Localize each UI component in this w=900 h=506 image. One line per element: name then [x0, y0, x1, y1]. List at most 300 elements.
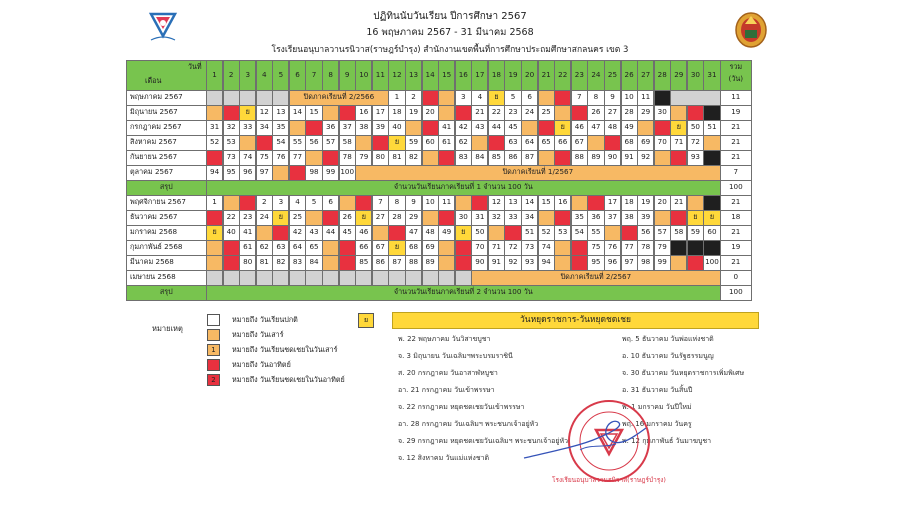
closed-day-cell: [239, 270, 256, 286]
holiday-entry: พฤ. 5 ธันวาคม วันพ่อแห่งชาติ: [622, 335, 714, 343]
day-cell: 4: [289, 195, 306, 211]
day-cell: 34: [256, 120, 273, 136]
legend-label: หมายถึง วันอาทิตย์: [232, 360, 291, 369]
closed-day-cell: [388, 270, 405, 286]
saturday-cell: [637, 120, 654, 136]
day-cell: 92: [504, 255, 521, 271]
legend-label: หมายถึง วันเรียนปกติ: [232, 315, 298, 324]
sunday-cell: [339, 240, 356, 256]
day-cell: 71: [488, 240, 505, 256]
day-cell: 20: [422, 105, 439, 121]
day-cell: 40: [223, 225, 240, 241]
day-cell: 34: [521, 210, 538, 226]
day-cell: 82: [272, 255, 289, 271]
day-cell: 1: [388, 90, 405, 106]
day-cell: 20: [654, 195, 671, 211]
legend-label: หมายถึง วันเรียนชดเชยในวันเสาร์: [232, 345, 338, 354]
sunday-cell: [571, 240, 588, 256]
day-cell: 9: [604, 90, 621, 106]
day-cell: 95: [223, 165, 240, 181]
day-cell: 50: [471, 225, 488, 241]
day-cell: 44: [488, 120, 505, 136]
legend-label: หมายถึง วันเรียนชดเชยในวันอาทิตย์: [232, 375, 345, 384]
saturday-cell: [239, 135, 256, 151]
closed-day-cell: [355, 270, 372, 286]
sunday-cell: [372, 135, 389, 151]
nonexistent-day-cell: [654, 90, 671, 106]
day-cell: 66: [355, 240, 372, 256]
month-label: เมษายน 2568: [126, 270, 207, 286]
day-header-11: 11: [372, 60, 389, 91]
sunday-cell: [272, 225, 289, 241]
day-header-1: 1: [206, 60, 223, 91]
day-cell: ย: [455, 225, 472, 241]
day-cell: 22: [488, 105, 505, 121]
holiday-entry: พ. 22 พฤษภาคม วันวิสาขบูชา: [398, 335, 491, 343]
day-header-26: 26: [621, 60, 638, 91]
day-cell: 80: [239, 255, 256, 271]
day-header-31: 31: [703, 60, 720, 91]
day-cell: 21: [670, 195, 687, 211]
day-cell: 25: [289, 210, 306, 226]
day-cell: 79: [355, 150, 372, 166]
sunday-cell: [206, 210, 223, 226]
day-cell: 16: [355, 105, 372, 121]
day-cell: ย: [687, 210, 704, 226]
day-cell: 52: [206, 135, 223, 151]
day-header-30: 30: [687, 60, 704, 91]
holiday-entry: จ. 12 สิงหาคม วันแม่แห่งชาติ: [398, 454, 490, 462]
day-cell: 82: [405, 150, 422, 166]
day-cell: 43: [305, 225, 322, 241]
day-cell: 26: [339, 210, 356, 226]
day-cell: 86: [372, 255, 389, 271]
day-cell: 61: [239, 240, 256, 256]
saturday-cell: [322, 240, 339, 256]
sunday-cell: [554, 210, 571, 226]
sunday-cell: [256, 135, 273, 151]
day-cell: 52: [538, 225, 555, 241]
day-cell: 3: [272, 195, 289, 211]
holiday-entry: ส. 20 กรกฎาคม วันอาสาฬหบูชา: [398, 369, 498, 377]
day-cell: 90: [604, 150, 621, 166]
day-cell: 76: [272, 150, 289, 166]
day-header-15: 15: [438, 60, 455, 91]
day-cell: 5: [305, 195, 322, 211]
day-cell: 67: [571, 135, 588, 151]
closed-day-cell: [272, 270, 289, 286]
sunday-cell: [471, 195, 488, 211]
title-line-2: 16 พฤษภาคม 2567 - 31 มีนาคม 2568: [366, 27, 534, 38]
sunday-cell: [438, 150, 455, 166]
day-cell: 55: [587, 225, 604, 241]
day-header-27: 27: [637, 60, 654, 91]
day-cell: 3: [455, 90, 472, 106]
day-cell: 7: [571, 90, 588, 106]
saturday-cell: [703, 135, 720, 151]
closed-day-cell: [239, 90, 256, 106]
day-cell: 41: [438, 120, 455, 136]
month-total: 19: [720, 105, 752, 121]
day-cell: 40: [388, 120, 405, 136]
day-cell: 71: [670, 135, 687, 151]
month-label: พฤษภาคม 2567: [126, 90, 207, 106]
day-cell: 17: [372, 105, 389, 121]
day-cell: 9: [405, 195, 422, 211]
day-cell: 36: [587, 210, 604, 226]
holiday-entry: จ. 29 กรกฎาคม หยุดชดเชยวันเฉลิมฯ พระชนกเจ้าอยู่หัว: [398, 437, 568, 445]
closed-term-note: ปิดภาคเรียนที่ 2/2567: [471, 270, 720, 286]
saturday-cell: [554, 105, 571, 121]
month-label: พฤศจิกายน 2567: [126, 195, 207, 211]
left-logo: [148, 10, 178, 46]
closed-day-cell: [339, 270, 356, 286]
day-cell: 19: [405, 105, 422, 121]
day-header-8: 8: [322, 60, 339, 91]
day-cell: 80: [372, 150, 389, 166]
day-cell: 78: [637, 240, 654, 256]
summary-text: จำนวนวันเรียนภาคเรียนที่ 1 จำนวน 100 วัน: [206, 180, 721, 196]
saturday-cell: [654, 210, 671, 226]
month-label: มีนาคม 2568: [126, 255, 207, 271]
day-cell: 12: [256, 105, 273, 121]
sunday-cell: [223, 255, 240, 271]
day-header-5: 5: [272, 60, 289, 91]
saturday-cell: [571, 195, 588, 211]
saturday-cell: [422, 210, 439, 226]
nonexistent-day-cell: [703, 195, 720, 211]
month-total: 18: [720, 210, 752, 226]
closed-day-cell: [422, 270, 439, 286]
day-cell: 51: [703, 120, 720, 136]
day-cell: 33: [504, 210, 521, 226]
day-cell: 97: [256, 165, 273, 181]
closed-day-cell: [206, 270, 223, 286]
legend-swatch: 1: [207, 344, 220, 356]
sunday-cell: [587, 195, 604, 211]
day-cell: 26: [587, 105, 604, 121]
sunday-cell: [571, 255, 588, 271]
day-cell: 17: [604, 195, 621, 211]
day-cell: 86: [504, 150, 521, 166]
day-cell: 30: [455, 210, 472, 226]
saturday-cell: [521, 120, 538, 136]
closed-day-cell: [289, 270, 306, 286]
day-cell: 66: [554, 135, 571, 151]
day-cell: 89: [422, 255, 439, 271]
day-cell: 96: [239, 165, 256, 181]
day-cell: 2: [256, 195, 273, 211]
sunday-cell: [355, 195, 372, 211]
day-cell: 30: [654, 105, 671, 121]
day-header-18: 18: [488, 60, 505, 91]
day-cell: 60: [422, 135, 439, 151]
day-cell: 81: [256, 255, 273, 271]
month-label: กุมภาพันธ์ 2568: [126, 240, 207, 256]
sunday-cell: [554, 90, 571, 106]
day-cell: 4: [471, 90, 488, 106]
day-cell: 59: [687, 225, 704, 241]
day-cell: 60: [703, 225, 720, 241]
day-cell: 89: [587, 150, 604, 166]
sunday-cell: [388, 225, 405, 241]
day-cell: 83: [455, 150, 472, 166]
day-cell: 27: [372, 210, 389, 226]
nonexistent-day-cell: [687, 240, 704, 256]
month-total: 0: [720, 270, 752, 286]
day-cell: 84: [471, 150, 488, 166]
summary-label: สรุป: [126, 285, 207, 301]
day-cell: ย: [355, 210, 372, 226]
day-cell: 96: [604, 255, 621, 271]
day-header-23: 23: [571, 60, 588, 91]
saturday-cell: [223, 195, 240, 211]
day-cell: 73: [521, 240, 538, 256]
sunday-cell: [223, 105, 240, 121]
day-cell: 75: [587, 240, 604, 256]
day-header-19: 19: [504, 60, 521, 91]
holiday-entry: พ. 1 มกราคม วันปีใหม่: [622, 403, 692, 411]
saturday-cell: [322, 255, 339, 271]
day-cell: 8: [587, 90, 604, 106]
day-header-25: 25: [604, 60, 621, 91]
day-cell: 85: [488, 150, 505, 166]
day-cell: 61: [438, 135, 455, 151]
month-label: มิถุนายน 2567: [126, 105, 207, 121]
day-cell: 31: [471, 210, 488, 226]
title-line-1: ปฏิทินนับวันเรียน ปีการศึกษา 2567: [373, 11, 527, 22]
saturday-cell: [438, 105, 455, 121]
day-cell: 48: [604, 120, 621, 136]
day-cell: 32: [223, 120, 240, 136]
day-header-10: 10: [355, 60, 372, 91]
legend-swatch: [207, 359, 220, 371]
day-cell: 23: [504, 105, 521, 121]
day-cell: 50: [687, 120, 704, 136]
month-label: ตุลาคม 2567: [126, 165, 207, 181]
header-total-unit: (วัน): [728, 74, 744, 83]
day-cell: 15: [305, 105, 322, 121]
day-cell: 39: [637, 210, 654, 226]
saturday-cell: [272, 165, 289, 181]
day-cell: 27: [604, 105, 621, 121]
sunday-cell: [455, 255, 472, 271]
day-cell: ย: [388, 240, 405, 256]
day-cell: 49: [621, 120, 638, 136]
day-cell: ย: [206, 225, 223, 241]
day-cell: 41: [239, 225, 256, 241]
closed-day-cell: [372, 270, 389, 286]
sunday-cell: [422, 120, 439, 136]
saturday-cell: [670, 255, 687, 271]
day-header-28: 28: [654, 60, 671, 91]
closed-day-cell: [455, 270, 472, 286]
day-cell: 98: [305, 165, 322, 181]
sunday-cell: [670, 210, 687, 226]
day-cell: 77: [289, 150, 306, 166]
header-total-label: รวม: [729, 62, 743, 71]
day-cell: 85: [355, 255, 372, 271]
saturday-cell: [405, 120, 422, 136]
sunday-cell: [554, 150, 571, 166]
saturday-cell: [538, 210, 555, 226]
day-cell: 87: [388, 255, 405, 271]
day-cell: 58: [670, 225, 687, 241]
day-cell: 18: [621, 195, 638, 211]
sunday-cell: [455, 105, 472, 121]
day-cell: 24: [256, 210, 273, 226]
day-cell: 55: [289, 135, 306, 151]
saturday-cell: [554, 240, 571, 256]
day-cell: 36: [322, 120, 339, 136]
day-cell: 69: [422, 240, 439, 256]
day-cell: 95: [587, 255, 604, 271]
day-cell: 62: [455, 135, 472, 151]
day-cell: 68: [621, 135, 638, 151]
day-cell: 84: [305, 255, 322, 271]
day-header-9: 9: [339, 60, 356, 91]
month-total: 21: [720, 195, 752, 211]
day-cell: 45: [504, 120, 521, 136]
saturday-cell: [538, 90, 555, 106]
closed-day-cell: [305, 270, 322, 286]
day-cell: 57: [322, 135, 339, 151]
saturday-cell: [604, 225, 621, 241]
holiday-entry: อ. 31 ธันวาคม วันสิ้นปี: [622, 386, 693, 394]
day-cell: 37: [604, 210, 621, 226]
closed-term-note: ปิดภาคเรียนที่ 2/2566: [289, 90, 389, 106]
saturday-cell: [256, 225, 273, 241]
holiday-entry: พฤ. 16 มกราคม วันครู: [622, 420, 692, 428]
day-cell: 5: [504, 90, 521, 106]
month-label: กรกฎาคม 2567: [126, 120, 207, 136]
sunday-cell: [422, 90, 439, 106]
signature-icon: [520, 418, 650, 463]
day-cell: 53: [554, 225, 571, 241]
day-cell: 32: [488, 210, 505, 226]
day-cell: ย: [554, 120, 571, 136]
day-cell: 93: [521, 255, 538, 271]
day-cell: 35: [571, 210, 588, 226]
month-total: 7: [720, 165, 752, 181]
day-cell: 54: [272, 135, 289, 151]
day-cell: 88: [405, 255, 422, 271]
day-cell: 51: [521, 225, 538, 241]
day-cell: 6: [322, 195, 339, 211]
day-header-14: 14: [422, 60, 439, 91]
school-logo-icon: [148, 10, 178, 46]
sunday-cell: [670, 150, 687, 166]
day-cell: 31: [206, 120, 223, 136]
day-cell: 11: [438, 195, 455, 211]
sunday-cell: [305, 120, 322, 136]
sunday-cell: [223, 240, 240, 256]
closed-day-cell: [223, 270, 240, 286]
day-cell: 42: [455, 120, 472, 136]
day-header-29: 29: [670, 60, 687, 91]
day-cell: 25: [538, 105, 555, 121]
day-cell: 92: [637, 150, 654, 166]
sunday-cell: [206, 150, 223, 166]
day-cell: 46: [355, 225, 372, 241]
header-day-label: วันที่: [187, 62, 202, 71]
day-cell: 99: [654, 255, 671, 271]
month-total: 21: [720, 150, 752, 166]
day-cell: 33: [239, 120, 256, 136]
day-cell: 11: [637, 90, 654, 106]
saturday-cell: [687, 195, 704, 211]
day-cell: 54: [571, 225, 588, 241]
day-cell: 14: [521, 195, 538, 211]
sunday-cell: [687, 105, 704, 121]
day-cell: 10: [621, 90, 638, 106]
holidays-header: [392, 312, 759, 329]
day-header-13: 13: [405, 60, 422, 91]
day-cell: 76: [604, 240, 621, 256]
saturday-cell: [554, 255, 571, 271]
day-cell: 100: [703, 255, 720, 271]
saturday-cell: [305, 150, 322, 166]
day-cell: 56: [305, 135, 322, 151]
day-cell: 24: [521, 105, 538, 121]
day-cell: 21: [471, 105, 488, 121]
legend-label: หมายถึง วันเสาร์: [232, 330, 284, 339]
month-total: 21: [720, 225, 752, 241]
day-header-22: 22: [554, 60, 571, 91]
day-cell: 48: [422, 225, 439, 241]
sunday-cell: [604, 135, 621, 151]
day-cell: ย: [239, 105, 256, 121]
summary-total: 100: [720, 180, 752, 196]
sunday-cell: [322, 150, 339, 166]
day-cell: 99: [322, 165, 339, 181]
day-cell: 97: [621, 255, 638, 271]
stamp-text: โรงเรียนอนุบาลวานรนิวาส(ราษฎร์บำรุง): [552, 476, 666, 484]
sunday-cell: [438, 210, 455, 226]
day-header-17: 17: [471, 60, 488, 91]
day-cell: ย: [272, 210, 289, 226]
holiday-entry: อ. 10 ธันวาคม วันรัฐธรรมนูญ: [622, 352, 714, 360]
month-total: 11: [720, 90, 752, 106]
sunday-cell: [538, 120, 555, 136]
day-cell: 16: [554, 195, 571, 211]
month-label: กันยายน 2567: [126, 150, 207, 166]
day-header-16: 16: [455, 60, 472, 91]
day-cell: 47: [587, 120, 604, 136]
closed-day-cell: [256, 90, 273, 106]
nonexistent-day-cell: [703, 150, 720, 166]
header-month-day-cell: [126, 60, 207, 91]
holiday-entry: จ. 3 มิถุนายน วันเฉลิมฯพระบรมราชินี: [398, 352, 513, 360]
closed-day-cell: [322, 270, 339, 286]
sunday-cell: [687, 255, 704, 271]
closed-day-cell: [223, 90, 240, 106]
day-cell: 58: [339, 135, 356, 151]
saturday-cell: [670, 105, 687, 121]
day-cell: 59: [405, 135, 422, 151]
legend-swatch: [207, 329, 220, 341]
day-cell: 1: [206, 195, 223, 211]
summary-label: สรุป: [126, 180, 207, 196]
day-cell: 38: [355, 120, 372, 136]
day-header-2: 2: [223, 60, 240, 91]
holiday-entry: อา. 28 กรกฎาคม วันเฉลิมฯ พระชนกเจ้าอยู่หัว: [398, 420, 539, 428]
day-cell: 13: [272, 105, 289, 121]
saturday-cell: [438, 90, 455, 106]
legend-swatch: [207, 314, 220, 326]
day-cell: 78: [339, 150, 356, 166]
day-header-6: 6: [289, 60, 306, 91]
